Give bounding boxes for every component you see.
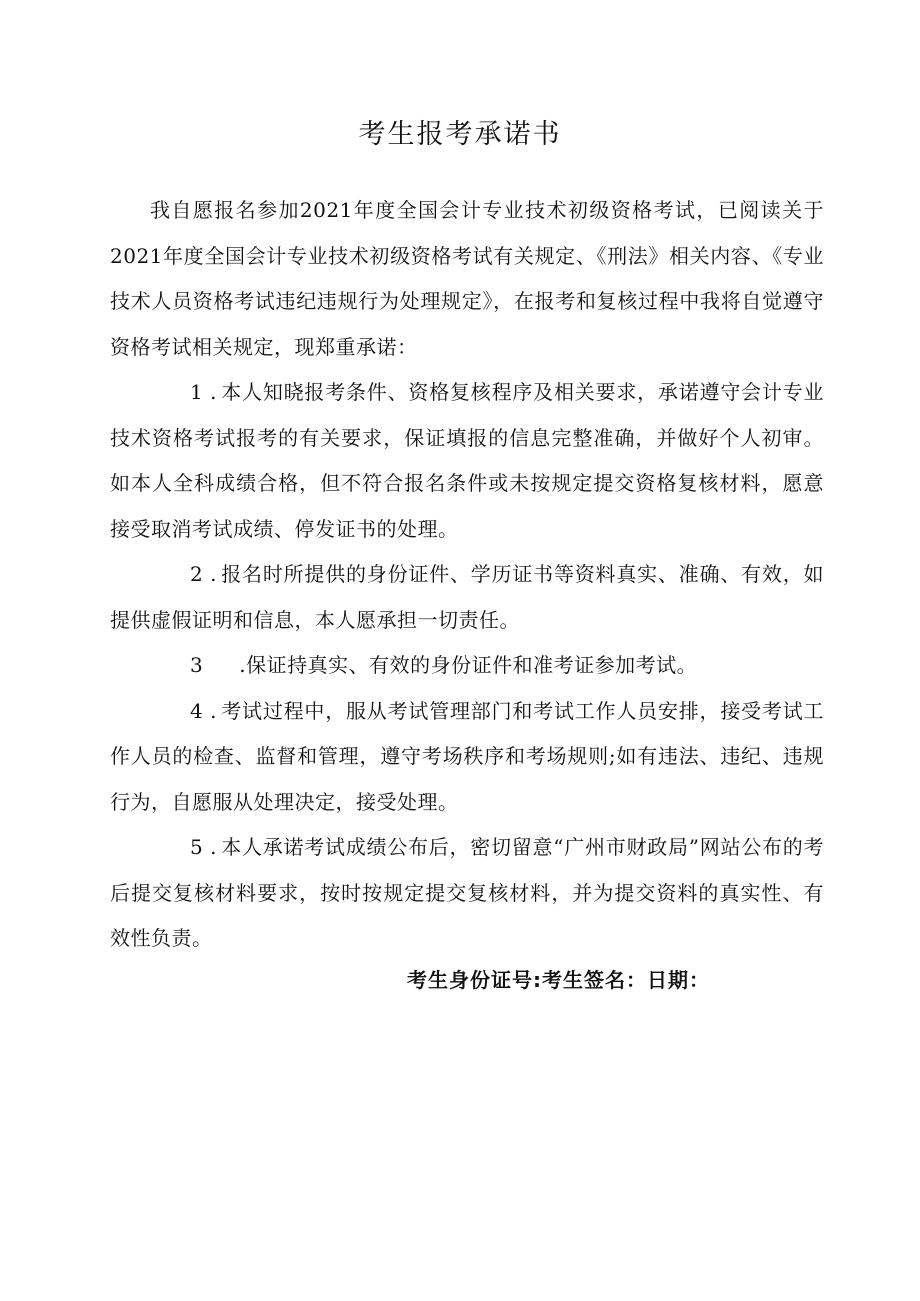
document-title: 考生报考承诺书 xyxy=(358,119,562,150)
pledge-item-text: 考试过程中，服从考试管理部门和考试工作人员安排，接受考试工作人员的检查、监督和管理，遵守考场秩序和考场规则;如有违法、违纪、违规行为，自愿服从处理决定，接受处理。 xyxy=(110,698,824,814)
pledge-item-3 xyxy=(110,643,824,689)
pledge-item-text: 本人知晓报考条件、资格复核程序及相关要求，承诺遵守会计专业技术资格考试报考的有关要求，保证填报的信息完整准确，并做好个人初审。如本人全科成绩合格，但不符合报名条件或未按规定提交资格复核材料，愿意接受取消考试成绩、停发证书的处理。 xyxy=(110,380,824,541)
pledge-item-text: 本人承诺考试成绩公布后，密切留意“广州市财政局”网站公布的考后提交复核材料要求，按时按规定提交复核材料，并为提交资料的真实性、有效性负责。 xyxy=(110,835,824,950)
pledge-item-1 xyxy=(110,370,824,552)
pledge-item-4 xyxy=(110,689,824,826)
pledge-item-number: 4 . xyxy=(190,698,217,723)
pledge-item-5 xyxy=(110,825,824,962)
signature-line: 考生身份证号:考生签名：日期： xyxy=(407,968,710,992)
document-body xyxy=(110,188,824,962)
pledge-item-text: .保证持真实、有效的身份证件和准考证参加考试。 xyxy=(239,653,698,677)
pledge-item-number: 1 . xyxy=(190,380,217,404)
pledge-item-number: 2 . xyxy=(190,562,217,586)
pledge-item-number: 3 xyxy=(190,653,204,677)
pledge-item-number: 5 . xyxy=(190,835,217,859)
pledge-item-text: 报名时所提供的身份证件、学历证书等资料真实、准确、有效，如提供虚假证明和信息，本人愿承担一切责任。 xyxy=(110,562,824,632)
pledge-item-2 xyxy=(110,552,824,643)
intro-paragraph: 我自愿报名参加2021年度全国会计专业技术初级资格考试，已阅读关于2021年度全国会计专业技术初级资格考试有关规定、《刑法》相关内容、《专业技术人员资格考试违纪违规行为处理规定》，在报考和复核过程中我将自觉遵守资格考试相关规定，现郑重承诺： xyxy=(110,198,824,359)
